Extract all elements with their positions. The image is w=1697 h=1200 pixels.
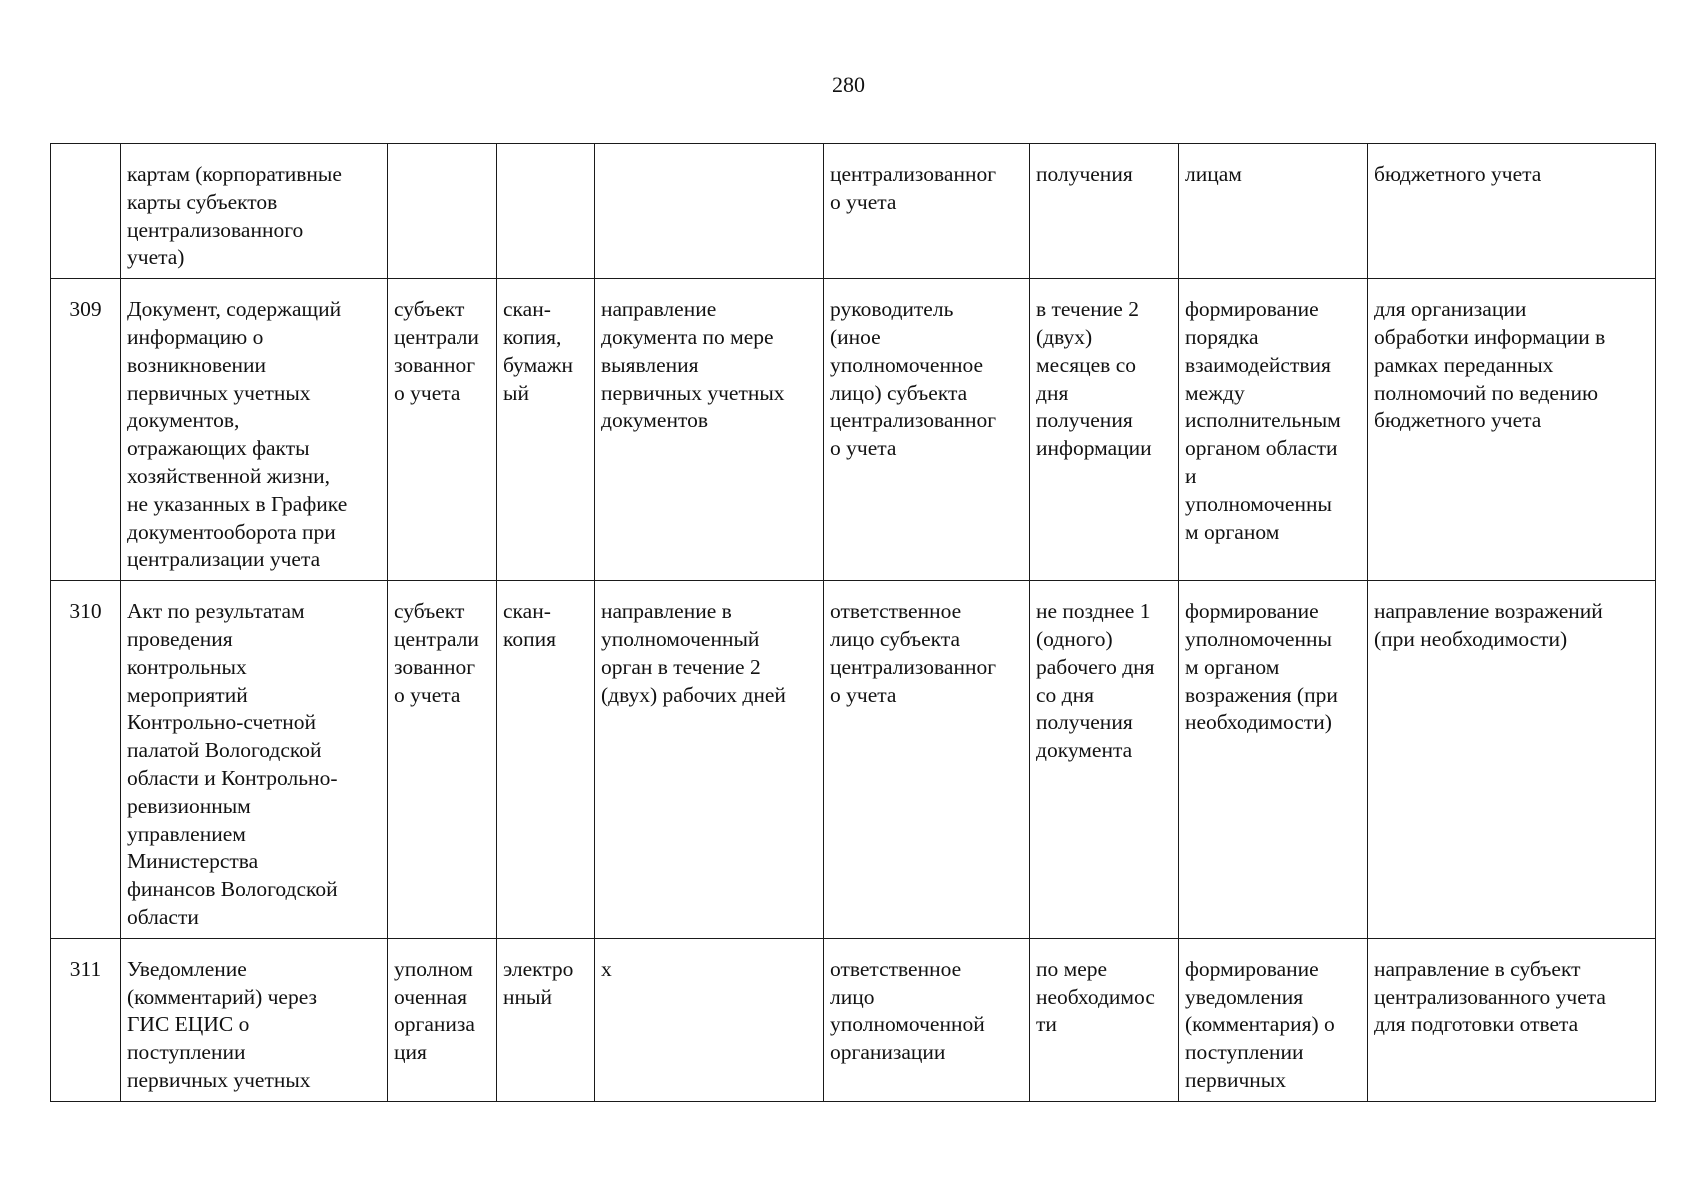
responsible-cell: руководитель (иное уполномоченное лицо) субъекта централизованног о учета [824, 279, 1030, 581]
row-number: 309 [51, 279, 121, 581]
action-cell: лицам [1179, 144, 1368, 279]
format-cell [497, 144, 595, 279]
sender-cell: субъект централи зованног о учета [388, 581, 497, 939]
document-name-cell: Уведомление (комментарий) через ГИС ЕЦИС о поступлении первичных учетных [121, 938, 388, 1101]
document-name-cell: картам (корпоративные карты субъектов централизованного учета) [121, 144, 388, 279]
deadline-cell: не позднее 1 (одного) рабочего дня со дня получения документа [1030, 581, 1179, 939]
deadline-cell: получения [1030, 144, 1179, 279]
document-name-cell: Акт по результатам проведения контрольных мероприятий Контрольно-счетной палатой Вологодской области и Контрольно- ревизионным управлением Министерства финансов Вологодской области [121, 581, 388, 939]
responsible-cell: ответственное лицо субъекта централизованног о учета [824, 581, 1030, 939]
sender-cell [388, 144, 497, 279]
deadline-cell: в течение 2 (двух) месяцев со дня получения информации [1030, 279, 1179, 581]
row-number: 311 [51, 938, 121, 1101]
document-table [50, 143, 1656, 1102]
action-cell: формирование порядка взаимодействия между исполнительным органом области и уполномоченны м органом [1179, 279, 1368, 581]
procedure-cell [595, 144, 824, 279]
purpose-cell: направление в субъект централизованного учета для подготовки ответа [1368, 938, 1656, 1101]
purpose-cell: направление возражений (при необходимости) [1368, 581, 1656, 939]
document-name-cell: Документ, содержащий информацию о возникновении первичных учетных документов, отражающих факты хозяйственной жизни, не указанных в Графике документооборота при централизации учета [121, 279, 388, 581]
table-row [51, 581, 1656, 939]
action-cell: формирование уведомления (комментария) о поступлении первичных [1179, 938, 1368, 1101]
procedure-cell: х [595, 938, 824, 1101]
action-cell: формирование уполномоченны м органом возражения (при необходимости) [1179, 581, 1368, 939]
deadline-cell: по мере необходимос ти [1030, 938, 1179, 1101]
purpose-cell: для организации обработки информации в рамках переданных полномочий по ведению бюджетного учета [1368, 279, 1656, 581]
responsible-cell: централизованног о учета [824, 144, 1030, 279]
purpose-cell: бюджетного учета [1368, 144, 1656, 279]
sender-cell: субъект централи зованног о учета [388, 279, 497, 581]
procedure-cell: направление в уполномоченный орган в течение 2 (двух) рабочих дней [595, 581, 824, 939]
format-cell: скан- копия, бумажн ый [497, 279, 595, 581]
responsible-cell: ответственное лицо уполномоченной организации [824, 938, 1030, 1101]
row-number: 310 [51, 581, 121, 939]
format-cell: электро нный [497, 938, 595, 1101]
format-cell: скан- копия [497, 581, 595, 939]
table-row [51, 938, 1656, 1101]
page-number: 280 [832, 72, 865, 97]
table-row [51, 279, 1656, 581]
procedure-cell: направление документа по мере выявления первичных учетных документов [595, 279, 824, 581]
sender-cell: уполном оченная организа ция [388, 938, 497, 1101]
table-row [51, 144, 1656, 279]
row-number [51, 144, 121, 279]
